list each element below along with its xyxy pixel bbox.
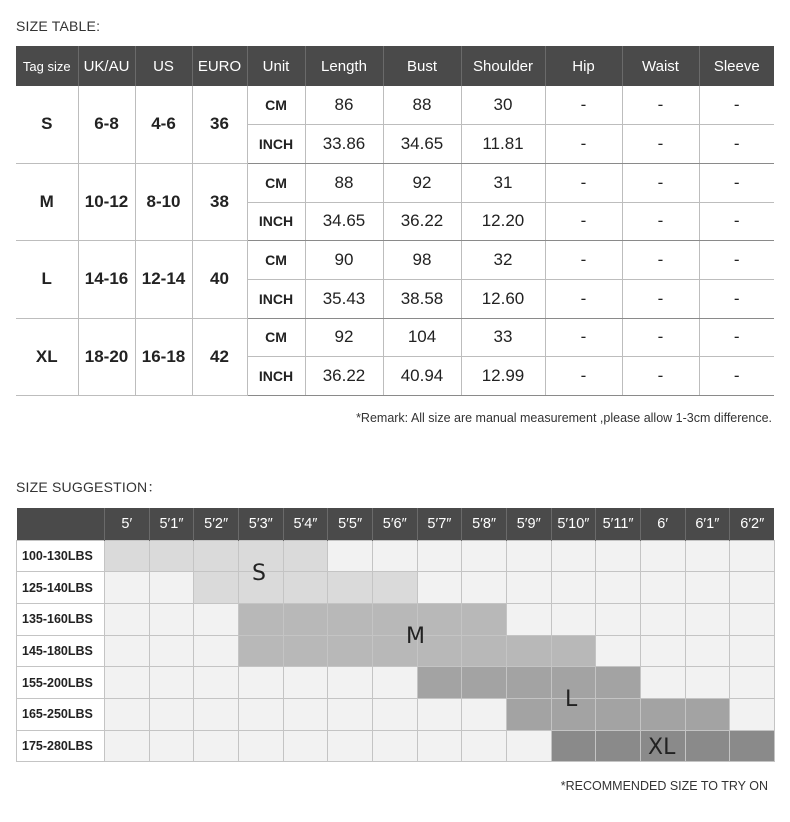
grid-cell — [328, 572, 373, 604]
grid-cell — [194, 698, 239, 730]
grid-cell — [283, 698, 328, 730]
grid-cell — [194, 730, 239, 762]
grid-cell — [194, 572, 239, 604]
header-sleeve: Sleeve — [699, 46, 774, 86]
measurement-cell: - — [699, 163, 774, 202]
measurement-cell: 31 — [461, 163, 545, 202]
height-header-cell: 5′10″ — [551, 508, 596, 540]
measurement-cell: 11.81 — [461, 125, 545, 164]
measurement-cell: 40.94 — [383, 357, 461, 396]
grid-cell — [462, 572, 507, 604]
table-row — [16, 163, 774, 202]
grid-cell — [238, 635, 283, 667]
measurement-cell: 30 — [461, 86, 545, 125]
grid-cell — [283, 603, 328, 635]
grid-cell — [551, 540, 596, 572]
grid-cell — [372, 698, 417, 730]
grid-cell — [730, 635, 775, 667]
grid-cell — [596, 730, 641, 762]
grid-cell — [105, 635, 150, 667]
grid-cell — [730, 540, 775, 572]
grid-cell — [105, 603, 150, 635]
height-header-cell: 5′ — [105, 508, 150, 540]
header-uk-au: UK/AU — [78, 46, 135, 86]
grid-cell — [551, 603, 596, 635]
header-shoulder: Shoulder — [461, 46, 545, 86]
grid-cell — [417, 698, 462, 730]
measurement-cell: - — [699, 125, 774, 164]
measurement-cell: - — [699, 241, 774, 280]
weight-label: 135-160LBS — [17, 603, 105, 635]
grid-cell — [238, 730, 283, 762]
measurement-cell: 34.65 — [383, 125, 461, 164]
grid-cell — [596, 572, 641, 604]
euro-cell: 42 — [192, 318, 247, 395]
measurement-cell: 36.22 — [383, 202, 461, 241]
grid-cell — [640, 667, 685, 699]
measurement-cell: - — [699, 357, 774, 396]
grid-cell — [149, 730, 194, 762]
table-row — [16, 86, 774, 125]
weight-label: 125-140LBS — [17, 572, 105, 604]
grid-cell — [328, 667, 373, 699]
grid-cell — [551, 635, 596, 667]
measurement-cell: 98 — [383, 241, 461, 280]
grid-cell — [506, 603, 551, 635]
grid-cell — [685, 635, 730, 667]
grid-cell — [551, 572, 596, 604]
size-suggestion-title: SIZE SUGGESTION： — [16, 479, 162, 495]
measurement-cell: - — [545, 86, 622, 125]
height-header-row — [17, 508, 775, 540]
weight-row — [17, 698, 775, 730]
tag-size-cell: L — [16, 241, 78, 318]
measurement-cell: - — [545, 318, 622, 357]
measurement-cell: 38.58 — [383, 279, 461, 318]
us-cell: 12-14 — [135, 241, 192, 318]
grid-cell — [685, 698, 730, 730]
euro-cell: 40 — [192, 241, 247, 318]
grid-cell — [328, 635, 373, 667]
measurement-cell: 12.99 — [461, 357, 545, 396]
tag-size-cell: XL — [16, 318, 78, 395]
unit-cell: INCH — [247, 202, 305, 241]
height-header-cell: 6′ — [640, 508, 685, 540]
uk-au-cell: 10-12 — [78, 163, 135, 240]
grid-cell — [596, 698, 641, 730]
grid-cell — [685, 730, 730, 762]
grid-cell — [372, 667, 417, 699]
weight-label: 165-250LBS — [17, 698, 105, 730]
grid-cell — [551, 730, 596, 762]
grid-cell — [462, 603, 507, 635]
grid-cell — [149, 540, 194, 572]
height-header-cell: 5′2″ — [194, 508, 239, 540]
measurement-cell: 88 — [383, 86, 461, 125]
grid-cell — [149, 572, 194, 604]
height-header-cell: 5′3″ — [238, 508, 283, 540]
measurement-cell: 36.22 — [305, 357, 383, 396]
measurement-cell: 34.65 — [305, 202, 383, 241]
grid-cell — [417, 572, 462, 604]
height-header-cell: 5′6″ — [372, 508, 417, 540]
grid-cell — [372, 572, 417, 604]
grid-cell — [328, 540, 373, 572]
grid-cell — [194, 603, 239, 635]
us-cell: 8-10 — [135, 163, 192, 240]
grid-cell — [328, 698, 373, 730]
measurement-cell: - — [699, 202, 774, 241]
grid-cell — [596, 540, 641, 572]
grid-cell — [149, 667, 194, 699]
uk-au-cell: 6-8 — [78, 86, 135, 163]
grid-cell — [685, 540, 730, 572]
height-header-cell: 6′1″ — [685, 508, 730, 540]
grid-cell — [596, 603, 641, 635]
size-zone-label-m: M — [406, 624, 425, 649]
measurement-cell: - — [699, 86, 774, 125]
size-table-title: SIZE TABLE: — [16, 18, 101, 34]
measurement-cell: 32 — [461, 241, 545, 280]
grid-cell — [730, 730, 775, 762]
size-table — [16, 46, 774, 396]
weight-label: 145-180LBS — [17, 635, 105, 667]
weight-label: 155-200LBS — [17, 667, 105, 699]
grid-cell — [105, 540, 150, 572]
measurement-cell: 12.20 — [461, 202, 545, 241]
measurement-cell: - — [699, 318, 774, 357]
weight-row — [17, 635, 775, 667]
grid-cell — [105, 698, 150, 730]
grid-cell — [685, 572, 730, 604]
unit-cell: INCH — [247, 357, 305, 396]
measurement-cell: 92 — [305, 318, 383, 357]
grid-cell — [238, 698, 283, 730]
grid-cell — [105, 667, 150, 699]
measurement-cell: - — [545, 357, 622, 396]
grid-cell — [685, 667, 730, 699]
grid-cell — [730, 572, 775, 604]
measurement-cell: - — [622, 318, 699, 357]
grid-cell — [462, 730, 507, 762]
measurement-cell: 12.60 — [461, 279, 545, 318]
grid-cell — [640, 635, 685, 667]
unit-cell: INCH — [247, 125, 305, 164]
grid-cell — [730, 603, 775, 635]
size-table-header-row — [16, 46, 774, 86]
grid-cell — [194, 540, 239, 572]
unit-cell: CM — [247, 241, 305, 280]
measurement-cell: - — [545, 163, 622, 202]
height-header-cell: 5′11″ — [596, 508, 641, 540]
grid-cell — [506, 698, 551, 730]
grid-cell — [328, 603, 373, 635]
size-zone-label-s: S — [252, 561, 266, 586]
size-table-remark: *Remark: All size are manual measurement ,please allow 1-3cm difference. — [356, 411, 772, 425]
weight-row — [17, 572, 775, 604]
measurement-cell: 35.43 — [305, 279, 383, 318]
weight-row — [17, 667, 775, 699]
grid-cell — [640, 540, 685, 572]
header-tag-size: Tag size — [16, 46, 78, 86]
size-zone-label-xl: XL — [648, 735, 676, 760]
header-euro: EURO — [192, 46, 247, 86]
measurement-cell: - — [699, 279, 774, 318]
grid-cell — [238, 603, 283, 635]
grid-cell — [283, 572, 328, 604]
grid-cell — [372, 540, 417, 572]
measurement-cell: 86 — [305, 86, 383, 125]
grid-cell — [283, 540, 328, 572]
weight-label: 175-280LBS — [17, 730, 105, 762]
weight-row — [17, 603, 775, 635]
grid-cell — [105, 572, 150, 604]
grid-cell — [105, 730, 150, 762]
grid-cell — [462, 635, 507, 667]
height-header-cell: 6′2″ — [730, 508, 775, 540]
height-header-cell: 5′8″ — [462, 508, 507, 540]
table-row — [16, 241, 774, 280]
measurement-cell: - — [545, 241, 622, 280]
measurement-cell: 88 — [305, 163, 383, 202]
grid-cell — [462, 667, 507, 699]
header-us: US — [135, 46, 192, 86]
measurement-cell: 92 — [383, 163, 461, 202]
grid-cell — [462, 698, 507, 730]
grid-cell — [283, 635, 328, 667]
height-header-cell: 5′5″ — [328, 508, 373, 540]
unit-cell: CM — [247, 163, 305, 202]
tag-size-cell: M — [16, 163, 78, 240]
measurement-cell: - — [622, 163, 699, 202]
grid-cell — [506, 730, 551, 762]
measurement-cell: - — [622, 357, 699, 396]
measurement-cell: 33.86 — [305, 125, 383, 164]
tag-size-cell: S — [16, 86, 78, 163]
grid-cell — [596, 635, 641, 667]
grid-cell — [328, 730, 373, 762]
weight-row — [17, 540, 775, 572]
grid-cell — [417, 540, 462, 572]
grid-cell — [640, 698, 685, 730]
grid-cell — [149, 635, 194, 667]
measurement-cell: - — [622, 202, 699, 241]
header-unit: Unit — [247, 46, 305, 86]
uk-au-cell: 18-20 — [78, 318, 135, 395]
grid-cell — [372, 730, 417, 762]
grid-cell — [238, 667, 283, 699]
measurement-cell: - — [622, 125, 699, 164]
measurement-cell: 33 — [461, 318, 545, 357]
grid-cell — [506, 572, 551, 604]
euro-cell: 38 — [192, 163, 247, 240]
size-zone-label-l: L — [565, 687, 578, 712]
grid-cell — [149, 603, 194, 635]
unit-cell: CM — [247, 86, 305, 125]
unit-cell: CM — [247, 318, 305, 357]
us-cell: 4-6 — [135, 86, 192, 163]
grid-cell — [194, 667, 239, 699]
uk-au-cell: 14-16 — [78, 241, 135, 318]
measurement-cell: - — [622, 86, 699, 125]
grid-cell — [462, 540, 507, 572]
size-suggestion-grid — [16, 508, 775, 762]
grid-cell — [283, 667, 328, 699]
measurement-cell: 104 — [383, 318, 461, 357]
grid-cell — [149, 698, 194, 730]
header-bust: Bust — [383, 46, 461, 86]
measurement-cell: - — [545, 202, 622, 241]
grid-cell — [730, 667, 775, 699]
height-header-cell: 5′9″ — [506, 508, 551, 540]
grid-cell — [730, 698, 775, 730]
unit-cell: INCH — [247, 279, 305, 318]
us-cell: 16-18 — [135, 318, 192, 395]
measurement-cell: - — [545, 125, 622, 164]
grid-cell — [417, 667, 462, 699]
header-length: Length — [305, 46, 383, 86]
grid-cell — [417, 730, 462, 762]
header-hip: Hip — [545, 46, 622, 86]
measurement-cell: - — [545, 279, 622, 318]
euro-cell: 36 — [192, 86, 247, 163]
table-row — [16, 318, 774, 357]
height-header-cell: 5′1″ — [149, 508, 194, 540]
weight-label: 100-130LBS — [17, 540, 105, 572]
grid-cell — [506, 540, 551, 572]
measurement-cell: - — [622, 241, 699, 280]
grid-cell — [685, 603, 730, 635]
height-header-cell: 5′7″ — [417, 508, 462, 540]
measurement-cell: 90 — [305, 241, 383, 280]
grid-cell — [194, 635, 239, 667]
corner-cell — [17, 508, 105, 540]
measurement-cell: - — [622, 279, 699, 318]
grid-cell — [506, 635, 551, 667]
grid-cell — [640, 572, 685, 604]
header-waist: Waist — [622, 46, 699, 86]
grid-cell — [640, 603, 685, 635]
grid-cell — [506, 667, 551, 699]
size-suggestion-remark: *RECOMMENDED SIZE TO TRY ON — [560, 779, 768, 793]
grid-cell — [596, 667, 641, 699]
height-header-cell: 5′4″ — [283, 508, 328, 540]
grid-cell — [283, 730, 328, 762]
